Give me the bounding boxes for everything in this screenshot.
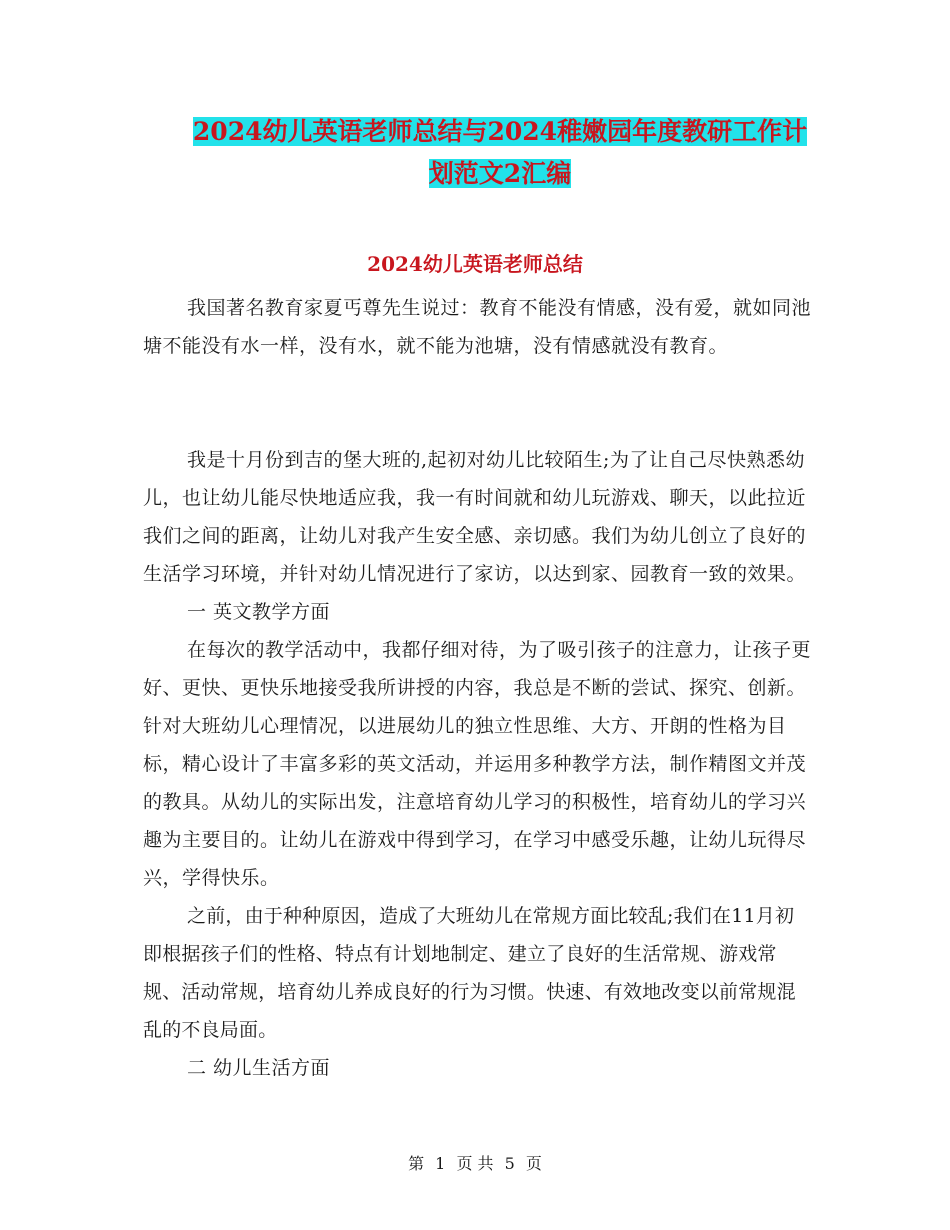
subsection-heading: 一 英文教学方面 <box>187 601 331 623</box>
footer-total-pages: 5 <box>504 1154 515 1173</box>
page-footer <box>0 1152 950 1176</box>
body-paragraph: 在每次的教学活动中，我都仔细对待，为了吸引孩子的注意力，让孩子更好、更快、更快乐地接受我所讲授的内容，我总是不断的尝试、探究、创新。针对大班幼儿心理情况，以进展幼儿的独立性思维、大方、开朗的性格为目标，精心设计了丰富多彩的英文活动，并运用多种教学方法，制作精图文并茂的教具。从幼儿的实际出发，注意培育幼儿学习的积极性，培育幼儿的学习兴趣为主要目的。让幼儿在游戏中得到学习，在学习中感受乐趣，让幼儿玩得尽兴，学得快乐。 <box>143 639 812 889</box>
footer-prefix: 第 <box>408 1154 425 1173</box>
document-title-line-2 <box>120 152 880 196</box>
footer-suffix: 页 <box>525 1154 542 1173</box>
body-paragraph: 之前，由于种种原因，造成了大班幼儿在常规方面比较乱;我们在11月初即根据孩子们的性格、特点有计划地制定、建立了良好的生活常规、游戏常规、活动常规，培育幼儿养成良好的行为习惯。快速、有效地改变以前常规混乱的不良局面。 <box>143 905 796 1041</box>
body-paragraph: 我国著名教育家夏丐尊先生说过：教育不能没有情感，没有爱，就如同池塘不能没有水一样，没有水，就不能为池塘，没有情感就没有教育。 <box>143 297 812 357</box>
title-highlight: 划范文2汇编 <box>428 159 572 188</box>
body-paragraph: 我是十月份到吉的堡大班的,起初对幼儿比较陌生;为了让自己尽快熟悉幼儿，也让幼儿能尽快地适应我，我一有时间就和幼儿玩游戏、聊天，以此拉近我们之间的距离，让幼儿对我产生安全感、亲切感。我们为幼儿创立了良好的生活学习环境，并针对幼儿情况进行了家访，以达到家、园教育一致的效果。 <box>143 449 807 585</box>
footer-middle: 页 共 <box>456 1154 494 1173</box>
footer-page-number: 1 <box>435 1154 446 1173</box>
document-title-line-1 <box>120 110 880 154</box>
section-title: 2024幼儿英语老师总结 <box>367 252 583 276</box>
subsection-heading: 二 幼儿生活方面 <box>187 1057 331 1079</box>
title-highlight: 2024幼儿英语老师总结与2024稚嫩园年度教研工作计 <box>192 117 808 146</box>
